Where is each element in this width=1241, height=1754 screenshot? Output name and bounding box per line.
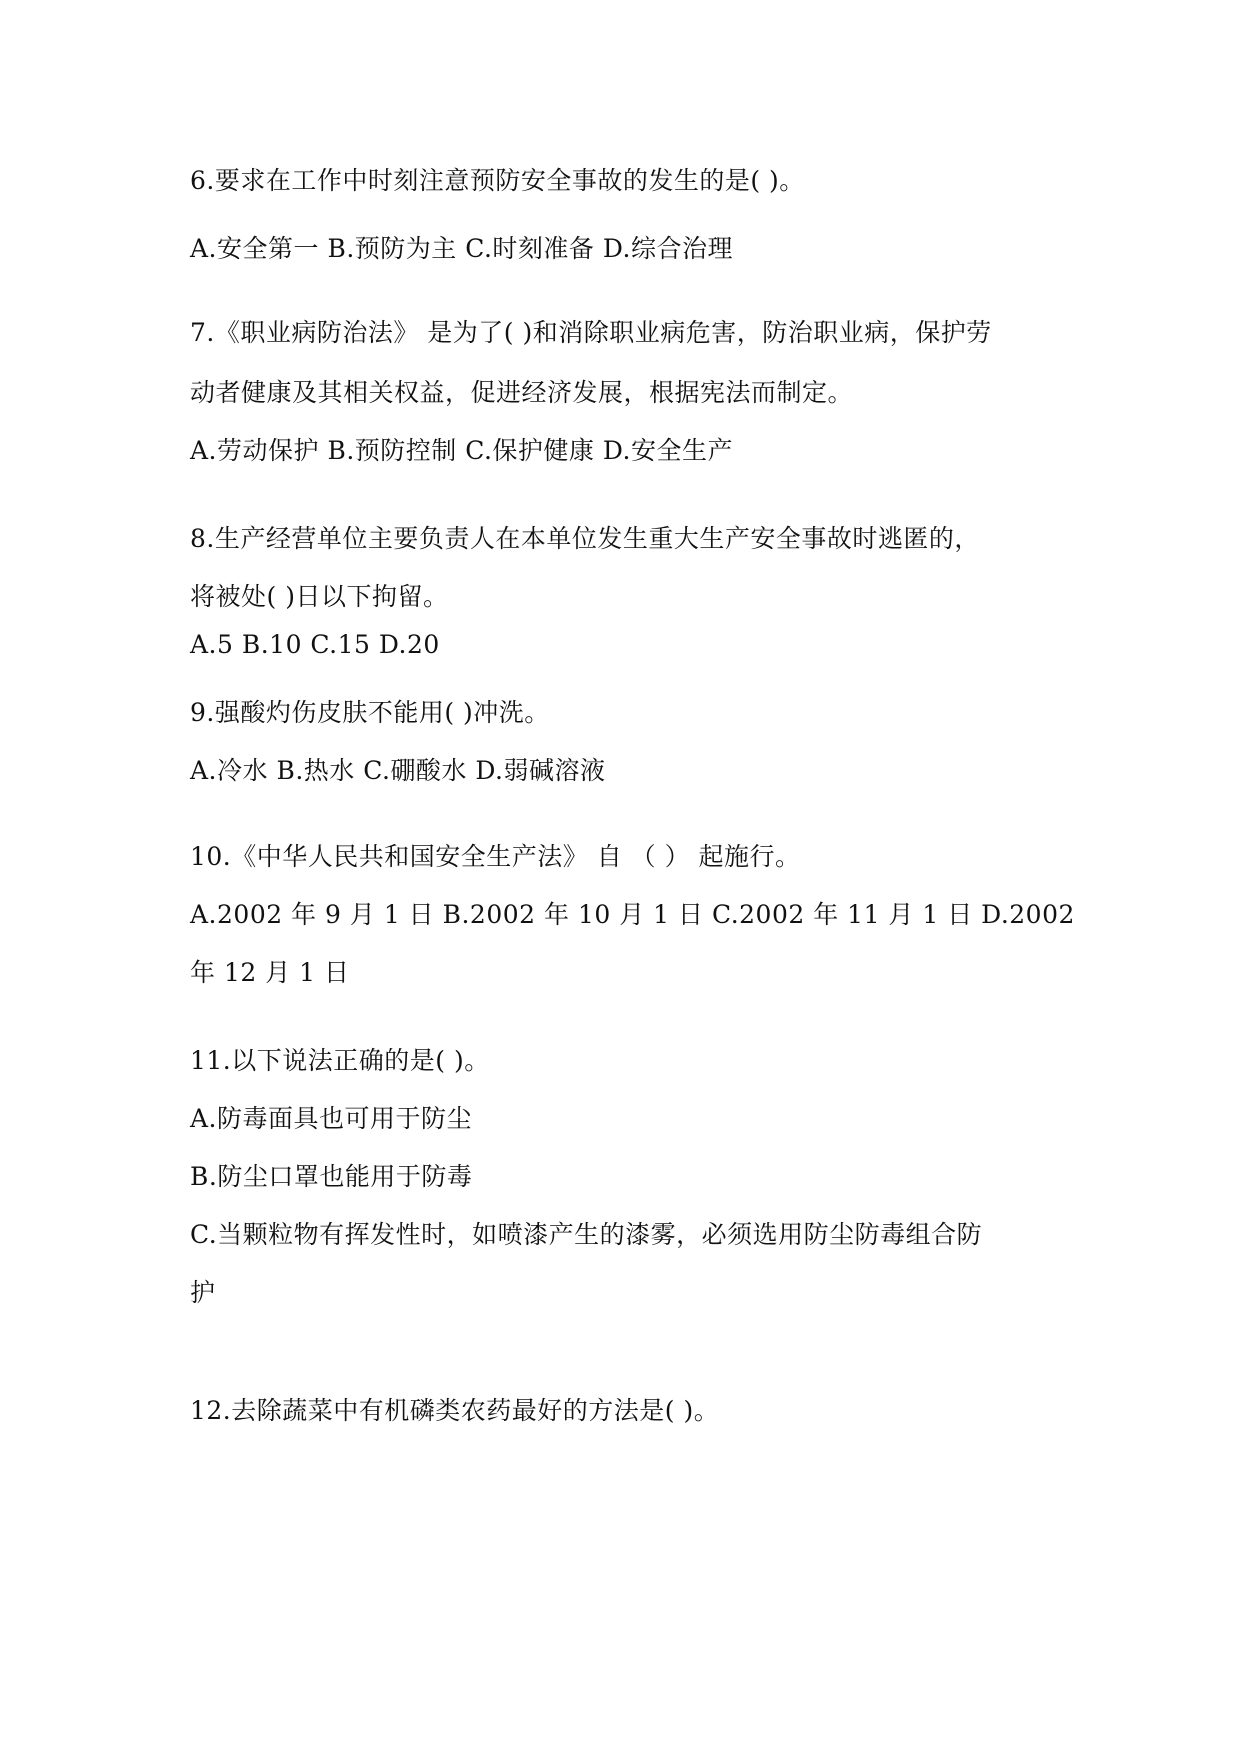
question-7-stem-line-1: 7.《职业病防治法》 是为了( )和消除职业病危害，防治职业病，保护劳 [190,318,992,347]
question-7-options: A.劳动保护 B.预防控制 C.保护健康 D.安全生产 [190,436,733,465]
question-6-options: A.安全第一 B.预防为主 C.时刻准备 D.综合治理 [190,234,733,263]
question-10-options-line-1: A.2002 年 9 月 1 日 B.2002 年 10 月 1 日 C.2002 年 11 月 1 日 D.2002 [190,900,1075,929]
question-9-stem-line-1: 9.强酸灼伤皮肤不能用( )冲洗。 [190,698,550,727]
question-8-stem-line-2: 将被处( )日以下拘留。 [190,582,449,611]
question-11-option-b: B.防尘口罩也能用于防毒 [190,1162,473,1191]
question-10-stem-line-1: 10.《中华人民共和国安全生产法》 自 （ ） 起施行。 [190,842,801,871]
question-11-stem-line-1: 11.以下说法正确的是( )。 [190,1046,490,1075]
question-8-options: A.5 B.10 C.15 D.20 [190,630,440,659]
question-9-options: A.冷水 B.热水 C.硼酸水 D.弱碱溶液 [190,756,606,785]
question-11-option-c-line-1: C.当颗粒物有挥发性时，如喷漆产生的漆雾，必须选用防尘防毒组合防 [190,1220,983,1249]
question-12-stem-line-1: 12.去除蔬菜中有机磷类农药最好的方法是( )。 [190,1396,720,1425]
question-10-options-line-2: 年 12 月 1 日 [190,958,350,987]
question-11-option-c-line-2: 护 [190,1278,216,1307]
question-11-option-a: A.防毒面具也可用于防尘 [190,1104,473,1133]
question-7-stem-line-2: 动者健康及其相关权益，促进经济发展，根据宪法而制定。 [190,378,854,407]
question-6-stem-line-1: 6.要求在工作中时刻注意预防安全事故的发生的是( )。 [190,166,805,195]
question-8-stem-line-1: 8.生产经营单位主要负责人在本单位发生重大生产安全事故时逃匿的， [190,524,980,553]
